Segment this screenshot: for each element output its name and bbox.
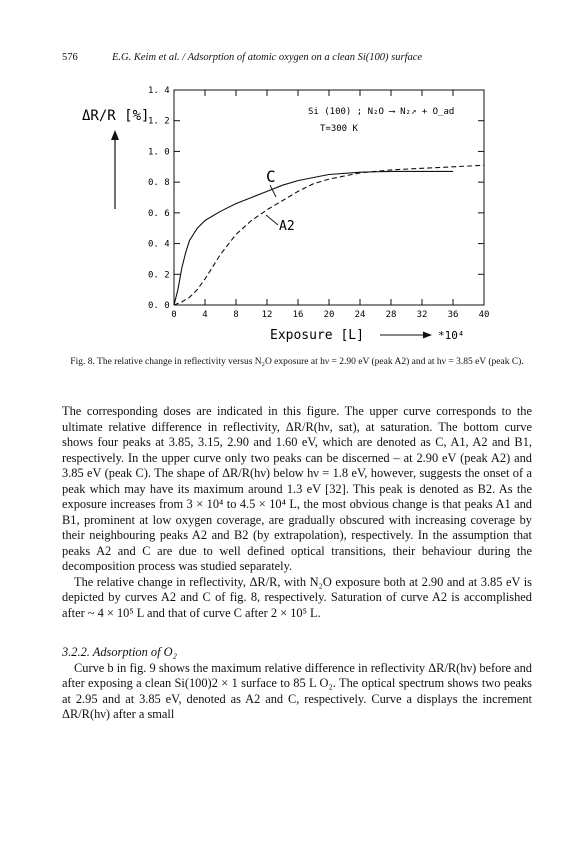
y-tick-label: 0. 4	[148, 239, 170, 250]
x-tick-label: 8	[233, 310, 239, 320]
curve-label-c: C	[266, 167, 276, 186]
x-tick-label: 36	[447, 310, 459, 320]
y-tick-label: 0. 6	[148, 208, 170, 219]
legend-reaction: Si (100) ; N₂O ⟶ N₂↗ + O_ad	[308, 107, 455, 117]
x-tick-label: 24	[354, 310, 366, 320]
legend-temperature: T=300 K	[320, 124, 358, 134]
paragraph-1: The corresponding doses are indicated in this figure. The upper curve corresponds to the ultimate relative difference in reflectivity, ΔR/R(hν, sat), at saturation. The bottom curve shows four peaks at 3.85, 3.15, 2.90 and 1.60 eV, which are denoted as C, A1, A2 and B1, respectively. In the upper curve only two peaks can be discerned – at 2.90 eV (peak A2) and 3.85 eV (peak C). The shape of ΔR/R(hν) below hν = 1.8 eV, however, suggests the onset of a peak which may have its maximum around 1.3 eV [32]. This peak is denoted as B2. As the exposure increases from 3 × 10⁴ to 4.5 × 10⁴ L, the most obvious change is that peaks A1 and B1, prominent at low oxygen coverage, are gradually obscured with increasing coverage by their neighbouring peaks A2 and B2 (by extrapolation), respectively. In the assumption that peaks A2 and C are due to well defined optical transitions, their behaviour during the decomposition process was studied separately.	[62, 404, 532, 573]
x-tick-label: 28	[385, 310, 397, 320]
x-tick-label: 40	[478, 310, 490, 320]
series-a2-line	[174, 165, 484, 305]
x-tick-label: 4	[202, 310, 208, 320]
curve-label-a2-pointer	[266, 215, 278, 225]
x-tick-label: 20	[323, 310, 335, 320]
y-axis-arrow-icon	[111, 130, 119, 140]
curve-label-c-pointer	[270, 185, 276, 197]
series-c-line	[174, 171, 453, 305]
section-heading: 3.2.2. Adsorption of O₂	[62, 645, 177, 659]
curves	[174, 165, 484, 305]
y-ticks	[148, 86, 484, 311]
x-multiplier: *10⁴	[438, 329, 465, 342]
body-text	[62, 404, 532, 723]
y-tick-label: 0. 0	[148, 301, 170, 311]
figure-caption: Fig. 8. The relative change in reflectivity versus N₂O exposure at hν = 2.90 eV (peak A2) and at hν = 3.85 eV (peak C).	[70, 357, 524, 367]
x-axis-label: Exposure [L]	[270, 328, 364, 343]
plot-frame	[174, 90, 484, 305]
y-tick-label: 1. 2	[148, 116, 170, 127]
x-axis-arrow-icon	[423, 332, 432, 339]
x-tick-label: 12	[261, 310, 273, 320]
y-axis-label: ΔR/R [%]	[82, 108, 150, 124]
reflectivity-chart	[80, 84, 520, 354]
x-tick-label: 16	[292, 310, 304, 320]
x-tick-label: 0	[171, 310, 177, 320]
paragraph-3: Curve b in fig. 9 shows the maximum relative difference in reflectivity ΔR/R(hν) before and after exposing a clean Si(100)2 × 1 surface to 85 L O₂. The optical spectrum shows two peaks at 2.95 and at 3.85 eV, denoted as A2 and C, respectively. Curve a displays the increment ΔR/R(hν) after a small	[62, 660, 532, 721]
y-tick-label: 0. 8	[148, 178, 170, 189]
curve-label-a2: A2	[279, 219, 295, 234]
page-number: 576	[62, 52, 78, 63]
x-tick-label: 32	[416, 310, 428, 320]
y-tick-label: 1. 4	[148, 86, 170, 96]
y-tick-label: 1. 0	[148, 147, 170, 158]
running-title: E.G. Keim et al. / Adsorption of atomic oxygen on a clean Si(100) surface	[112, 52, 423, 63]
figure-8	[80, 84, 520, 354]
paragraph-2: The relative change in reflectivity, ΔR/R, with N₂O exposure both at 2.90 and at 3.85 eV is depicted by curves A2 and C of fig. 8, respectively. Saturation of curve A2 is accomplished after ~ 4 × 10⁵ L and that of curve C after 2 × 10⁵ L.	[62, 574, 532, 620]
y-tick-label: 0. 2	[148, 270, 170, 281]
